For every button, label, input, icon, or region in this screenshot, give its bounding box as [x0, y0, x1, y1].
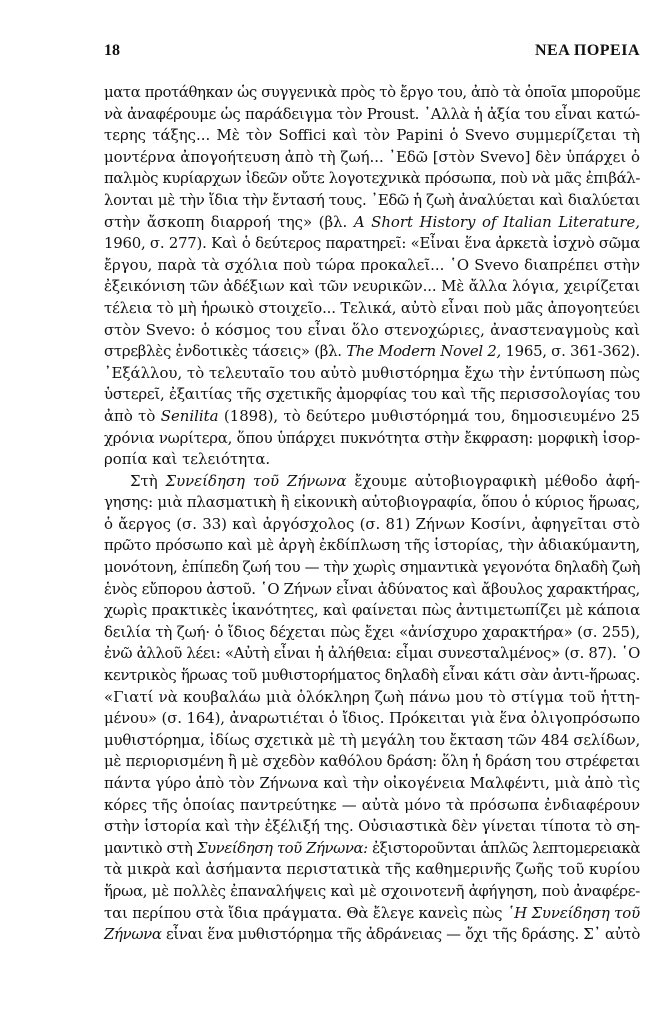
text-segment: «Γιατί νὰ κουβαλάω μιὰ ὁλόκληρη ζωὴ πάνω μου τὸ στίγμα τοῦ ἡττη- — [104, 687, 640, 706]
text-segment: στὴν ἱστορία καὶ τὴν ἐξέλιξή της. Οὐσιαστικὰ δὲν γίνεται τίποτα τὸ ση- — [104, 817, 640, 836]
text-segment: ἔχουμε αὐτοβιογραφικὴ μέθοδο ἀφή- — [346, 471, 640, 490]
text-segment: στρεβλὲς ἐνδοτικὲς τάσεις» (βλ. — [104, 342, 347, 361]
text-line — [104, 428, 640, 450]
text-segment: γησης: μιὰ πλασματικὴ ἢ εἰκονικὴ αὐτοβιογραφία, ὅπου ὁ κύριος ἥρωας, — [104, 493, 640, 512]
text-segment: τέλεια τὸ μὴ ἡρωικὸ στοιχεῖο... Τελικά, αὐτὸ εἶναι ποὺ μᾶς ἀπογοητεύει — [104, 298, 641, 317]
italic-text: Senilita — [160, 406, 219, 425]
text-segment: ἐξεικόνιση τῶν ἀδέξιων καὶ τῶν νευρικῶν... Μὲ ἄλλα λόγια, χειρίζεται — [104, 277, 640, 296]
text-line — [104, 233, 640, 255]
text-line — [104, 82, 640, 104]
text-segment: ἥρωα, μὲ πολλὲς ἐπαναλήψεις καὶ μὲ σχοινοτενῆ ἀφήγηση, ποὺ ἀναφέρε- — [104, 881, 640, 900]
text-line — [104, 687, 640, 709]
text-line — [104, 471, 640, 493]
text-segment: 1965, σ. 361-362). — [501, 342, 640, 361]
page-header — [104, 42, 640, 64]
text-line — [104, 104, 640, 126]
text-line — [104, 406, 640, 428]
text-segment: ὑστερεῖ, ἐξαιτίας τῆς σχετικῆς ἀμορφίας του καὶ τῆς περισσολογίας του — [104, 385, 641, 404]
text-segment: παλμὸς κυρίαρχων ἰδεῶν οὔτε λογοτεχνικὰ πρόσωπα, ποὺ νὰ μᾶς ἐπιβάλ- — [104, 169, 641, 188]
text-segment: ὁ ἄεργος (σ. 33) καὶ ἀργόσχολος (σ. 81) Ζήνων Κοσίνι, ἀφηγεῖται στὸ — [104, 514, 640, 533]
text-segment: μοντέρνα ἀπογοήτευση ἀπὸ τὴ ζωή... ᾿Εδῶ [στὸν Svevo] δὲν ὑπάρχει ὁ — [104, 147, 640, 166]
text-segment: κεντρικὸς ἥρωας τοῦ μυθιστορήματος δηλαδὴ εἶναι κάτι σὰν ἀντι-ἥρωας. — [104, 666, 641, 685]
text-segment: δειλία τὴ ζωή· ὁ ἴδιος δέχεται πὼς ἔχει «ἀνίσχυρο χαρακτήρα» (σ. 255), — [104, 622, 641, 641]
text-line — [104, 859, 640, 881]
text-segment: χωρὶς πρακτικὲς ἱκανότητες, καὶ φαίνεται πὼς ἀντιμετωπίζει μὲ κάποια — [104, 601, 640, 620]
italic-text: Συνείδηση τοῦ Ζήνωνα — [165, 471, 347, 490]
text-line — [104, 125, 640, 147]
text-line — [104, 341, 640, 363]
text-line — [104, 255, 640, 277]
italic-text: The Modern Novel 2, — [346, 342, 501, 361]
text-segment: πάντα γύρο ἀπὸ τὸν Ζήνωνα καὶ τὴν οἰκογένεια Μαλφέντι, μιὰ ἀπὸ τὶς — [104, 774, 640, 792]
italic-text: Ζήνωνα — [104, 925, 162, 944]
text-line — [104, 816, 640, 838]
text-segment: ἐνῶ ἀλλοῦ λέει: «Αὐτὴ εἶναι ἡ ἀλήθεια: εἶμαι συνεσταλμένος» (σ. 87). ῾Ο — [104, 644, 640, 663]
text-segment: ται περίπου στὰ ἴδια πράγματα. Θὰ ἔλεγε κανεὶς πὼς — [104, 903, 507, 922]
text-line — [104, 492, 640, 514]
text-segment: ἀπὸ τὸ — [104, 406, 161, 425]
text-line — [104, 363, 640, 385]
text-segment: χρόνια νωρίτερα, ὅπου ὑπάρχει πυκνότητα στὴν ἔκφραση: μορφικὴ ἰσορ- — [104, 428, 640, 447]
text-line — [104, 665, 640, 687]
text-segment: (1898), τὸ δεύτερο μυθιστόρημά του, δημοσιευμένο 25 — [218, 406, 640, 425]
text-segment: ματα προτάθηκαν ὡς συγγενικὰ πρὸς τὸ ἔργο του, ἀπὸ τὰ ὁποῖα μποροῦμε — [104, 83, 640, 101]
text-line — [104, 449, 640, 471]
text-segment: εἶναι ἕνα μυθιστόρημα τῆς ἀδράνειας — ὄχι τῆς δράσης. Σ᾿ αὐτὸ — [161, 925, 641, 944]
text-segment: μαντικὸ στὴ — [104, 838, 197, 857]
text-segment: κόρες τῆς ὁποίας παντρεύτηκε — αὐτὰ μόνο τὰ πρόσωπα ἐνδιαφέρουν — [104, 795, 640, 814]
text-line — [104, 643, 640, 665]
text-line — [104, 276, 640, 298]
text-segment: πρῶτο πρόσωπο καὶ μὲ ἀργὴ ἐκδίπλωση τῆς ἱστορίας, τὴν ἀδιακύμαντη, — [104, 536, 641, 555]
text-line — [104, 168, 640, 190]
text-line — [104, 622, 640, 644]
text-line — [104, 924, 640, 946]
italic-text: A Short History of Italian Literature, — [353, 212, 640, 231]
text-line — [104, 600, 640, 622]
text-line — [104, 838, 640, 860]
text-line — [104, 298, 640, 320]
page-number: 18 — [104, 42, 120, 59]
text-segment: ᾿Εξάλλου, τὸ τελευταῖο του αὐτὸ μυθιστόρημα ἔχω τὴν ἐντύπωση πὼς — [104, 363, 640, 382]
text-line — [104, 773, 640, 795]
text-line — [104, 708, 640, 730]
text-segment: μένου» (σ. 164), ἀναρωτιέται ὁ ἴδιος. Πρόκειται γιὰ ἕνα ὀλιγοπρόσωπο — [104, 709, 640, 728]
text-segment: ἔργου, παρὰ τὰ σχόλια ποὺ τώρα προκαλεῖ... ῾Ο Svevo διαπρέπει στὴν — [104, 255, 640, 274]
text-segment: Στὴ — [130, 471, 166, 490]
text-segment: στὴν ἄσκοπη διαρροή της» (βλ. — [104, 212, 354, 231]
text-line — [104, 579, 640, 601]
text-line — [104, 557, 640, 579]
text-line — [104, 903, 640, 925]
italic-text: Συνείδηση τοῦ Ζήνωνα: — [196, 838, 368, 857]
text-line — [104, 535, 640, 557]
text-segment: στὸν Svevo: ὁ κόσμος του εἶναι ὅλο στενοχώριες, ἀναστεναγμοὺς καὶ — [104, 320, 640, 339]
italic-text: ῾Η Συνείδηση τοῦ — [506, 903, 640, 922]
text-segment: ροπία καὶ τελειότητα. — [104, 450, 271, 469]
text-line — [104, 212, 640, 234]
text-line — [104, 730, 640, 752]
body-text — [104, 82, 640, 946]
running-head: ΝΕΑ ΠΟΡΕΙΑ — [534, 42, 640, 59]
text-line — [104, 190, 640, 212]
text-line — [104, 795, 640, 817]
text-line — [104, 881, 640, 903]
text-segment: τὰ μικρὰ καὶ ἀσήμαντα περιστατικὰ τῆς καθημερινῆς ζωῆς τοῦ κυρίου — [104, 860, 640, 879]
text-segment: τερης τάξης... Μὲ τὸν Soffici καὶ τὸν Papini ὁ Svevo συμμερίζεται τὴ — [104, 126, 640, 145]
text-segment: μυθιστόρημα, ἰδίως σχετικὰ μὲ τὴ μεγάλη του ἔκταση τῶν 484 σελίδων, — [104, 730, 641, 749]
text-segment: ἑνὸς εὔπορου ἀστοῦ. ῾Ο Ζήνων εἶναι ἀδύνατος καὶ ἄβουλος χαρακτήρας, — [104, 579, 640, 598]
text-line — [104, 147, 640, 169]
text-segment: 1960, σ. 277). Καὶ ὁ δεύτερος παρατηρεῖ: «Εἶναι ἕνα ἀρκετὰ ἰσχνὸ σῶμα — [104, 234, 640, 253]
text-line — [104, 514, 640, 536]
text-segment: μονότονη, ἐπίπεδη ζωή του — τὴν χωρὶς σημαντικὰ γεγονότα δηλαδὴ ζωὴ — [104, 558, 641, 577]
text-line — [104, 384, 640, 406]
text-segment: μὲ περιορισμένη ἢ μὲ σχεδὸν καθόλου δράση: ὅλη ἡ δράση του στρέφεται — [104, 752, 640, 771]
text-line — [104, 320, 640, 342]
text-segment: νὰ ἀναφέρουμε ὡς παράδειγμα τὸν Proust. ᾿Αλλὰ ἡ ἀξία του εἶναι κατώ- — [104, 104, 640, 123]
text-segment: ἐξιστοροῦνται ἁπλῶς λεπτομερειακὰ — [367, 838, 640, 857]
text-line — [104, 751, 640, 773]
text-segment: λονται μὲ τὴν ἴδια τὴν ἔντασή τους. ᾿Εδῶ ἡ ζωὴ ἀναλύεται καὶ διαλύεται — [104, 190, 641, 209]
